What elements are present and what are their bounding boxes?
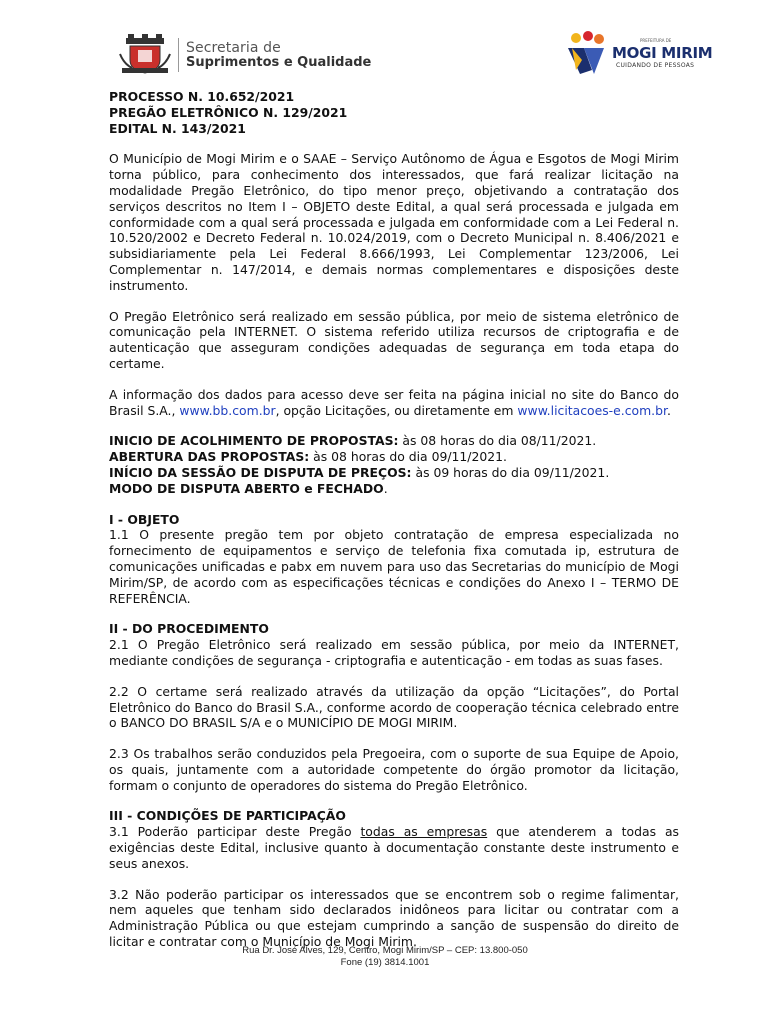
letterhead-divider xyxy=(178,38,179,72)
brand-tagline: CUIDANDO DE PESSOAS xyxy=(616,62,695,69)
section-2-paragraph-1: 2.1 O Pregão Eletrônico será realizado em sessão pública, por meio da INTERNET, mediante condições de segurança - criptografia e autenticação - em todas as suas fases. xyxy=(109,637,679,668)
section-2-heading: II - DO PROCEDIMENTO xyxy=(109,621,269,637)
page-footer xyxy=(0,945,770,969)
section-1-heading: I - OBJETO xyxy=(109,511,180,527)
section-1-paragraph-1: 1.1 O presente pregão tem por objeto contratação de empresa especializada no fornecimento de equipamentos e serviço de telefonia fixa comutada ip, estrutura de comunicações unificadas e pabx em nuvem para uso das Secretarias do município de Mogi Mirim/SP, de acordo com as especificações técnicas e condições do Anexo I – TERMO DE REFERÊNCIA. xyxy=(109,527,679,606)
brand-prefix: PREFEITURA DE xyxy=(640,38,672,43)
section-3-paragraph-1: 3.1 Poderão participar deste Pregão todas as empresas que atenderem a todas as exigências deste Edital, inclusive quanto à documentação constante deste instrumento e seus anexos. xyxy=(109,824,679,871)
intro-paragraph-2: O Pregão Eletrônico será realizado em sessão pública, por meio de sistema eletrônico de comunicação pela INTERNET. O sistema referido utiliza recursos de criptografia e de autenticação que asseguram condições adequadas de segurança em toda etapa do certame. xyxy=(109,308,679,371)
schedule-abertura: ABERTURA DAS PROPOSTAS: às 08 horas do dia 09/11/2021. xyxy=(109,449,507,465)
schedule-acolhimento: INICIO DE ACOLHIMENTO DE PROPOSTAS: às 08 horas do dia 08/11/2021. xyxy=(109,433,597,449)
municipal-coat-of-arms-icon xyxy=(118,34,172,74)
document-titles xyxy=(109,89,679,136)
brand-name: MOGI MIRIM xyxy=(612,44,713,62)
section-2-paragraph-2: 2.2 O certame será realizado através da utilização da opção “Licitações”, do Portal Eletrônico do Banco do Brasil S.A., conforme acordo de cooperação técnica celebrado entre o BANCO DO BRASIL S/A e o MUNICÍPIO DE MOGI MIRIM. xyxy=(109,683,679,731)
processo-number: PROCESSO N. 10.652/2021 xyxy=(109,89,295,104)
section-3-heading: III - CONDIÇÕES DE PARTICIPAÇÃO xyxy=(109,808,346,824)
footer-address: Rua Dr. José Alves, 129, Centro, Mogi Mirim/SP – CEP: 13.800-050 xyxy=(242,945,528,956)
pregao-number: PREGÃO ELETRÔNICO N. 129/2021 xyxy=(109,104,348,120)
intro-paragraph-3: A informação dos dados para acesso deve ser feita na página inicial no site do Banco do Brasil S.A., www.bb.com.br, opção Licitações, ou diretamente em www.licitacoes-e.com.br. xyxy=(109,386,679,418)
section-3-paragraph-2: 3.2 Não poderão participar os interessados que se encontrem sob o regime falimentar, nem aqueles que tenham sido declarados inidôneos para licitar ou contratar com a Administração Pública ou que estejam cumprindo a sanção de suspensão do direito de licitar e contratar com o Município de Mogi Mirim. xyxy=(109,886,679,950)
schedule-block xyxy=(109,433,679,496)
schedule-modo: MODO DE DISPUTA ABERTO e FECHADO. xyxy=(109,480,388,496)
bb-link[interactable]: www.bb.com.br xyxy=(179,402,276,418)
intro-paragraph-1: O Município de Mogi Mirim e o SAAE – Serviço Autônomo de Água e Esgotos de Mogi Mirim torna público, para conhecimento dos interessados, que fará realizar licitação na modalidade Pregão Eletrônico, do tipo menor preço, objetivando a contratação dos serviços descritos no Item I – OBJETO deste Edital, a qual será processada e julgada em conformidade com a qual será processada e julgada em conformidade com a Lei Federal n. 10.520/2002 e Decreto Federal n. 10.024/2019, com o Decreto Municipal n. 8.406/2021 e subsidiariamente pela Lei Federal 8.666/1993, Lei Complementar 123/2006, Lei Complementar n. 147/2014, e demais normas complementares e disposições deste instrumento. xyxy=(109,151,679,293)
secretaria-title: Secretaria de xyxy=(186,40,281,56)
footer-phone: Fone (19) 3814.1001 xyxy=(340,957,430,968)
licitacoes-link[interactable]: www.licitacoes-e.com.br xyxy=(517,402,667,418)
edital-number: EDITAL N. 143/2021 xyxy=(109,120,246,136)
secretaria-name: Suprimentos e Qualidade xyxy=(186,55,372,70)
document-body xyxy=(109,89,679,950)
letterhead xyxy=(0,0,770,90)
mogi-mirim-people-logo-icon xyxy=(566,30,606,76)
schedule-sessao: INÍCIO DA SESSÃO DE DISPUTA DE PREÇOS: às 09 horas do dia 09/11/2021. xyxy=(109,464,610,480)
section-2-paragraph-3: 2.3 Os trabalhos serão conduzidos pela Pregoeira, com o suporte de sua Equipe de Apoio, os quais, juntamente com a autoridade competente do órgão promotor da licitação, formam o conjunto de operadores do sistema do Pregão Eletrônico. xyxy=(109,746,679,793)
